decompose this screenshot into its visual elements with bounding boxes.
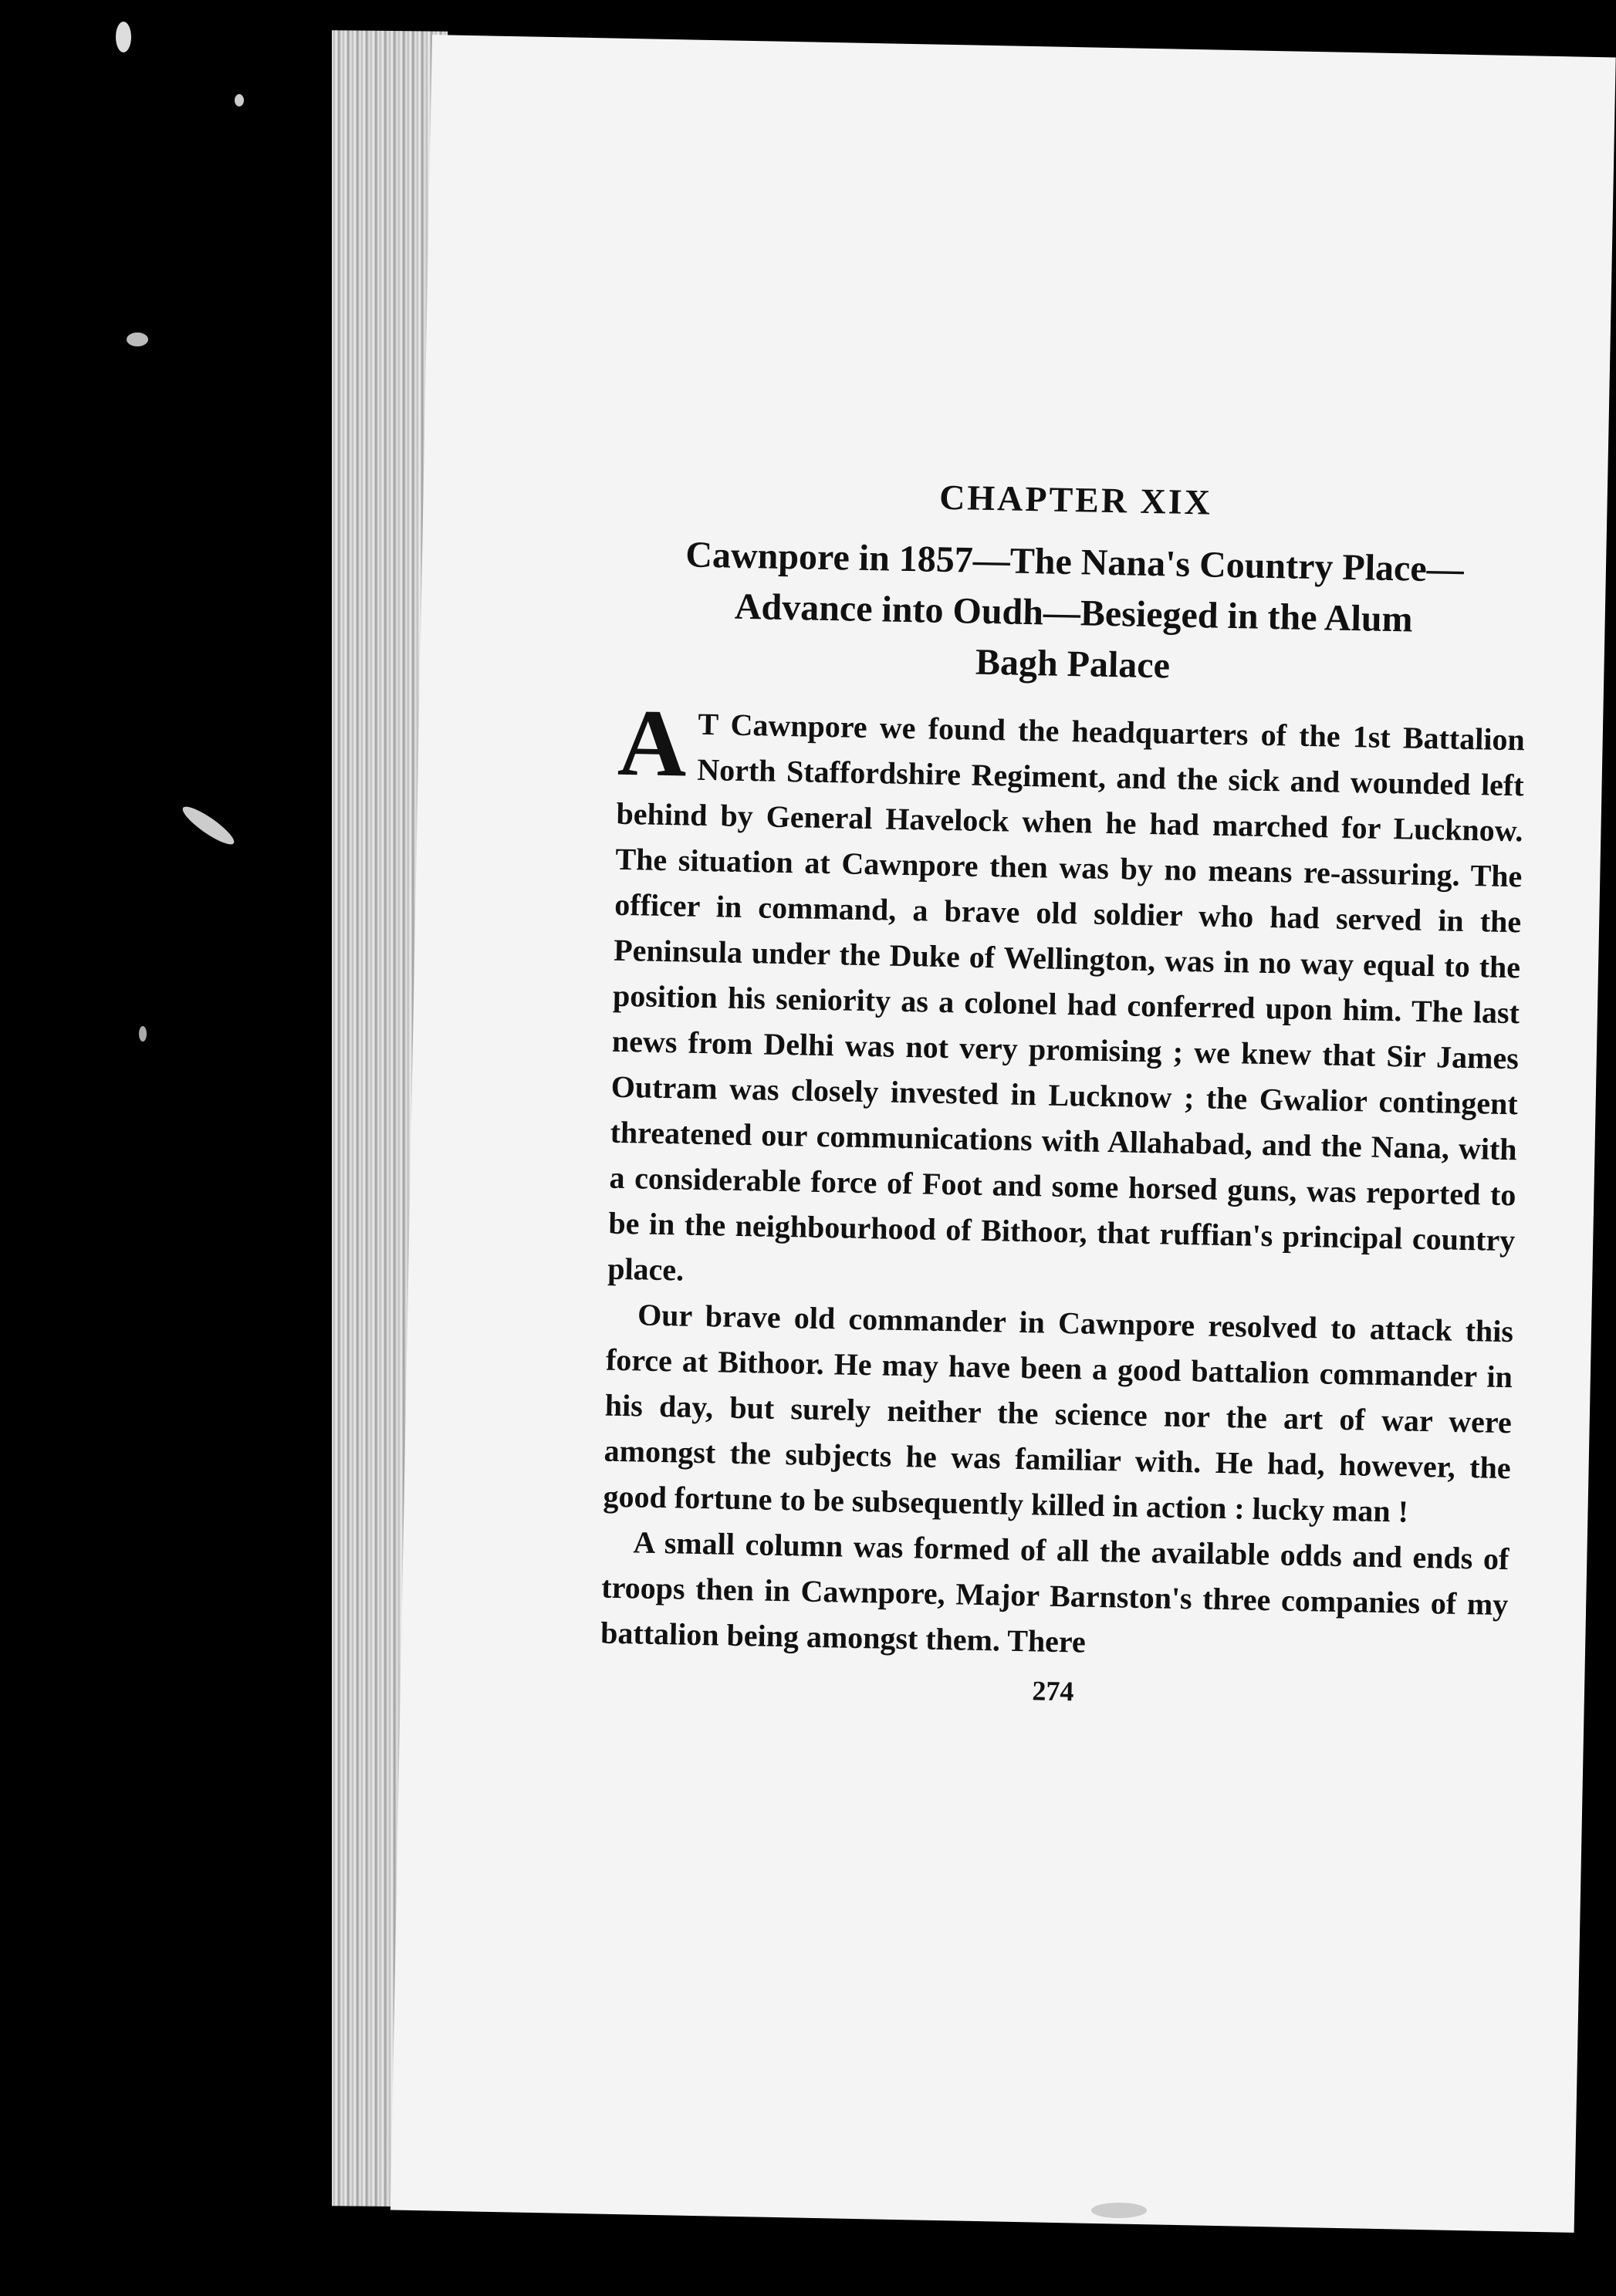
paragraph: A small column was formed of all the available odds and ends of troops then in Cawnpore, Major Barnston's three companies of my battalion being amongst them. There: [600, 1524, 1510, 1660]
paragraph-text: T Cawnpore we found the headquarters of the 1st Battalion North Staffordshire Regiment, and the sick and wounded left behind by General Havelock when he had marched for Lucknow. The situation at Cawnpore then was by no means re-assuring. The officer in command, a brave old soldier who had served in the Peninsula under the Duke of Wellington, was in no way equal to the position his seniority as a colonel had conferred upon him. The last news from Delhi was not very promising ; we knew that Sir James Outram was closely invested in Lucknow ; the Gwalior contingent threatened our communications with Allahabad, and the Nana, with a considerable force of Foot and some horsed guns, was reported to be in the neighbourhood of Bithoor, that ruffian's principal country place.: [607, 706, 1526, 1288]
subtitle-line: Bagh Palace: [975, 641, 1171, 687]
subtitle-line: Cawnpore in 1857—The Nana's Country Place—: [685, 534, 1465, 590]
page-number: 274: [1032, 1675, 1074, 1707]
drop-cap: A: [617, 689, 688, 797]
chapter-heading: CHAPTER XIX: [938, 477, 1213, 522]
paragraph: Our brave old commander in Cawnpore resolved to attack this force at Bithoor. He may have been a good battalion commander in his day, but surely neither the science nor the art of war were amongst the subjects he was familiar with. He had, however, the good fortune to be subsequently killed in action : lucky man !: [603, 1297, 1514, 1529]
subtitle-line: Advance into Oudh—Besieged in the Alum: [734, 586, 1414, 640]
